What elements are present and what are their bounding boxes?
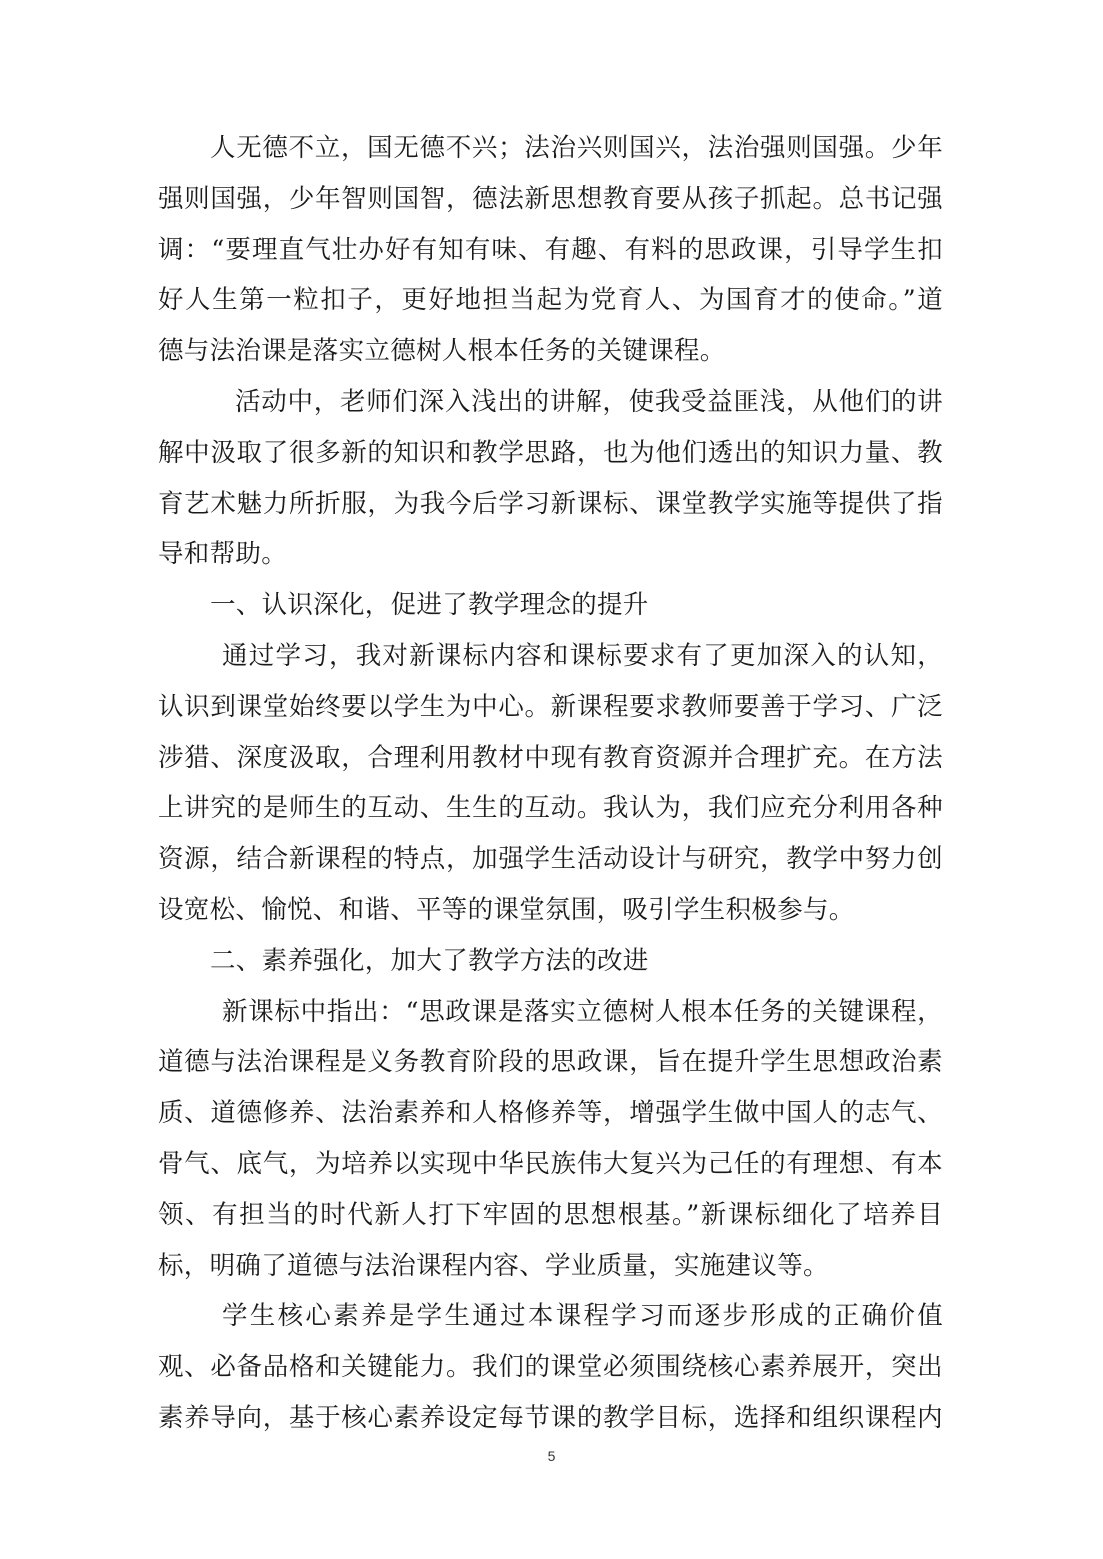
text-line: 导和帮助。 — [158, 539, 288, 570]
heading-line: 二、素养强化，加大了教学方法的改进 — [210, 945, 649, 976]
text-line: 认识到课堂始终要以学生为中心。新课程要求教师要善于学习、广泛 — [158, 691, 943, 722]
text-line: 学生核心素养是学生通过本课程学习而逐步形成的正确价值 — [222, 1301, 943, 1332]
text-line: 好人生第一粒扣子，更好地担当起为党育人、为国育才的使命。”道 — [158, 285, 943, 316]
paragraph-core-literacy — [158, 1291, 943, 1443]
paragraph-learning — [158, 631, 943, 936]
text-line: 育艺术魅力所折服，为我今后学习新课标、课堂教学实施等提供了指 — [158, 488, 943, 519]
document-body — [158, 123, 943, 1444]
text-line: 道德与法治课程是义务教育阶段的思政课，旨在提升学生思想政治素 — [158, 1047, 943, 1078]
section-heading-1 — [158, 580, 943, 631]
paragraph-curriculum-standard — [158, 987, 943, 1292]
text-line: 活动中，老师们深入浅出的讲解，使我受益匪浅，从他们的讲 — [235, 386, 943, 417]
paragraph-intro — [158, 123, 943, 377]
paragraph-activity — [158, 377, 943, 580]
text-line: 资源，结合新课程的特点，加强学生活动设计与研究，教学中努力创 — [158, 844, 943, 875]
text-line: 质、道德修养、法治素养和人格修养等，增强学生做中国人的志气、 — [158, 1098, 943, 1129]
section-heading-2 — [158, 936, 943, 987]
text-line: 标，明确了道德与法治课程内容、学业质量，实施建议等。 — [158, 1250, 829, 1281]
text-line: 骨气、底气，为培养以实现中华民族伟大复兴为己任的有理想、有本 — [158, 1148, 943, 1179]
text-line: 素养导向，基于核心素养设定每节课的教学目标，选择和组织课程内 — [158, 1402, 943, 1433]
text-line: 上讲究的是师生的互动、生生的互动。我认为，我们应充分利用各种 — [158, 793, 943, 824]
text-line: 解中汲取了很多新的知识和教学思路，也为他们透出的知识力量、教 — [158, 437, 943, 468]
text-line: 强则国强，少年智则国智，德法新思想教育要从孩子抓起。总书记强 — [158, 183, 943, 214]
text-line: 涉猎、深度汲取，合理利用教材中现有教育资源并合理扩充。在方法 — [158, 742, 943, 773]
page-number: 5 — [547, 1448, 556, 1464]
text-line: 调：“要理直气壮办好有知有味、有趣、有料的思政课，引导学生扣 — [158, 234, 943, 265]
text-line: 通过学习，我对新课标内容和课标要求有了更加深入的认知， — [222, 640, 943, 671]
heading-line: 一、认识深化，促进了教学理念的提升 — [210, 590, 649, 621]
text-line: 设宽松、愉悦、和谐、平等的课堂氛围，吸引学生积极参与。 — [158, 894, 855, 925]
text-line: 人无德不立，国无德不兴；法治兴则国兴，法治强则国强。少年 — [210, 133, 943, 163]
text-line: 德与法治课是落实立德树人根本任务的关键课程。 — [158, 336, 726, 367]
text-line: 新课标中指出：“思政课是落实立德树人根本任务的关键课程， — [222, 996, 943, 1027]
text-line: 领、有担当的时代新人打下牢固的思想根基。”新课标细化了培养目 — [158, 1199, 943, 1230]
text-line: 观、必备品格和关键能力。我们的课堂必须围绕核心素养展开，突出 — [158, 1352, 943, 1383]
